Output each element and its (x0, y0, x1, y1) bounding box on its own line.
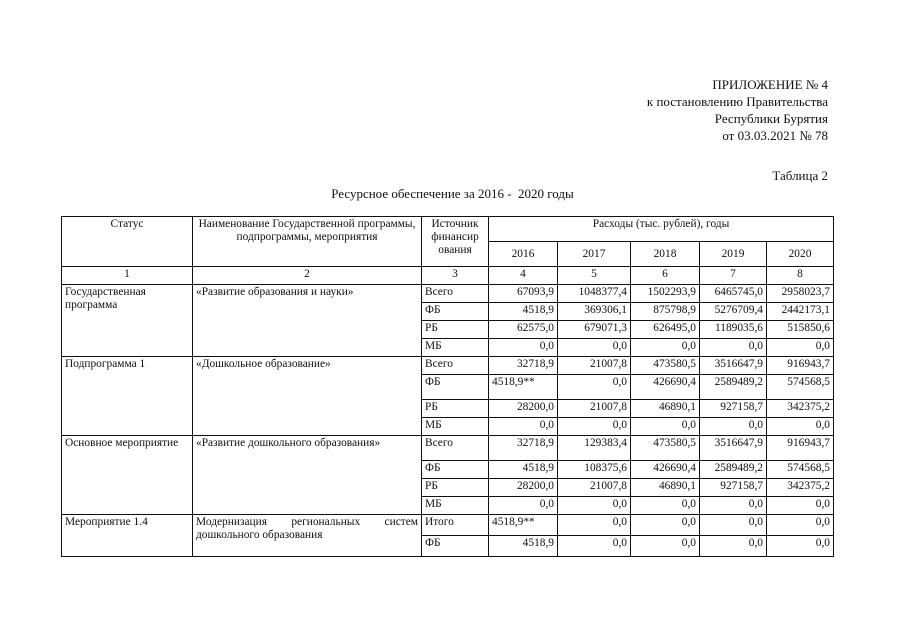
header-year: 2018 (631, 242, 700, 267)
value-cell: 28200,0 (489, 400, 558, 418)
value-cell: 0,0 (558, 497, 631, 515)
value-cell: 0,0 (767, 536, 834, 557)
source-cell: Всего (422, 357, 489, 375)
value-cell: 2589489,2 (700, 461, 767, 479)
value-cell: 916943,7 (767, 436, 834, 461)
value-cell: 515850,6 (767, 321, 834, 339)
value-cell: 0,0 (700, 339, 767, 357)
appendix-block (647, 76, 828, 144)
source-cell: Всего (422, 436, 489, 461)
value-cell: 0,0 (558, 515, 631, 536)
value-cell: 4518,9 (489, 461, 558, 479)
value-cell: 0,0 (700, 515, 767, 536)
value-cell: 875798,9 (631, 303, 700, 321)
source-cell: ФБ (422, 303, 489, 321)
value-cell: 2589489,2 (700, 375, 767, 400)
col-number: 2 (193, 267, 422, 285)
name-cell: «Развитие дошкольного образования» (193, 436, 422, 515)
header-year: 2019 (700, 242, 767, 267)
value-cell: 927158,7 (700, 479, 767, 497)
source-cell: МБ (422, 497, 489, 515)
col-number: 8 (767, 267, 834, 285)
appendix-line: от 03.03.2021 № 78 (722, 128, 828, 143)
source-cell: РБ (422, 400, 489, 418)
value-cell: 0,0 (558, 536, 631, 557)
value-cell: 679071,3 (558, 321, 631, 339)
value-cell: 6465745,0 (700, 285, 767, 303)
name-cell: «Дошкольное образование» (193, 357, 422, 436)
value-cell: 0,0 (700, 418, 767, 436)
value-cell: 0,0 (700, 497, 767, 515)
value-cell: 0,0 (631, 515, 700, 536)
value-cell: 32718,9 (489, 436, 558, 461)
source-cell: МБ (422, 418, 489, 436)
col-number: 1 (62, 267, 193, 285)
value-cell: 0,0 (700, 536, 767, 557)
value-cell: 0,0 (558, 339, 631, 357)
value-cell: 426690,4 (631, 461, 700, 479)
value-cell: 67093,9 (489, 285, 558, 303)
header-name: Наименование Государственной программы, подпрограммы, мероприятия (193, 217, 422, 267)
value-cell: 62575,0 (489, 321, 558, 339)
value-cell: 1189035,6 (700, 321, 767, 339)
value-cell: 2442173,1 (767, 303, 834, 321)
appendix-line: к постановлению Правительства (646, 94, 828, 109)
status-cell: Подпрограмма 1 (62, 357, 193, 436)
value-cell: 4518,9** (489, 515, 558, 536)
source-cell: ФБ (422, 536, 489, 557)
value-cell: 342375,2 (767, 479, 834, 497)
header-source: Источник финансир ования (422, 217, 489, 267)
header-status: Статус (62, 217, 193, 267)
value-cell: 3516647,9 (700, 436, 767, 461)
value-cell: 1502293,9 (631, 285, 700, 303)
name-cell: «Развитие образования и науки» (193, 285, 422, 357)
value-cell: 2958023,7 (767, 285, 834, 303)
value-cell: 21007,8 (558, 400, 631, 418)
value-cell: 0,0 (767, 339, 834, 357)
value-cell: 426690,4 (631, 375, 700, 400)
header-year: 2020 (767, 242, 834, 267)
value-cell: 4518,9 (489, 303, 558, 321)
header-year: 2017 (558, 242, 631, 267)
value-cell: 0,0 (767, 418, 834, 436)
value-cell: 21007,8 (558, 479, 631, 497)
value-cell: 0,0 (489, 418, 558, 436)
value-cell: 28200,0 (489, 479, 558, 497)
value-cell: 0,0 (631, 536, 700, 557)
value-cell: 4518,9 (489, 536, 558, 557)
source-cell: ФБ (422, 461, 489, 479)
col-number: 4 (489, 267, 558, 285)
table-number: Таблица 2 (772, 168, 828, 183)
value-cell: 473580,5 (631, 436, 700, 461)
value-cell: 108375,6 (558, 461, 631, 479)
value-cell: 916943,7 (767, 357, 834, 375)
col-number: 3 (422, 267, 489, 285)
value-cell: 0,0 (489, 339, 558, 357)
value-cell: 626495,0 (631, 321, 700, 339)
value-cell: 369306,1 (558, 303, 631, 321)
value-cell: 4518,9** (489, 375, 558, 400)
value-cell: 46890,1 (631, 400, 700, 418)
source-cell: Всего (422, 285, 489, 303)
value-cell: 0,0 (767, 515, 834, 536)
value-cell: 0,0 (631, 339, 700, 357)
appendix-line: Республики Бурятия (714, 111, 828, 126)
value-cell: 3516647,9 (700, 357, 767, 375)
value-cell: 129383,4 (558, 436, 631, 461)
name-cell: Модернизация региональных систем дошкольного образования (193, 515, 422, 557)
source-cell: РБ (422, 321, 489, 339)
value-cell: 574568,5 (767, 375, 834, 400)
value-cell: 46890,1 (631, 479, 700, 497)
header-expenses: Расходы (тыс. рублей), годы (489, 217, 834, 242)
status-cell: Мероприятие 1.4 (62, 515, 193, 557)
value-cell: 473580,5 (631, 357, 700, 375)
value-cell: 0,0 (489, 497, 558, 515)
status-cell: Основное мероприятие (62, 436, 193, 515)
document-title: Ресурсное обеспечение за 2016 - 2020 годы (331, 186, 574, 201)
col-number: 5 (558, 267, 631, 285)
table-row (62, 285, 834, 303)
appendix-line: ПРИЛОЖЕНИЕ № 4 (712, 77, 828, 92)
value-cell: 0,0 (631, 497, 700, 515)
value-cell: 21007,8 (558, 357, 631, 375)
col-number: 7 (700, 267, 767, 285)
resource-table (61, 216, 834, 557)
value-cell: 32718,9 (489, 357, 558, 375)
value-cell: 0,0 (558, 375, 631, 400)
status-cell: Государственная программа (62, 285, 193, 357)
value-cell: 0,0 (558, 418, 631, 436)
value-cell: 574568,5 (767, 461, 834, 479)
source-cell: Итого (422, 515, 489, 536)
value-cell: 1048377,4 (558, 285, 631, 303)
value-cell: 927158,7 (700, 400, 767, 418)
source-cell: РБ (422, 479, 489, 497)
value-cell: 0,0 (631, 418, 700, 436)
table-row (62, 436, 834, 461)
value-cell: 342375,2 (767, 400, 834, 418)
source-cell: МБ (422, 339, 489, 357)
value-cell: 5276709,4 (700, 303, 767, 321)
value-cell: 0,0 (767, 497, 834, 515)
table-row (62, 357, 834, 375)
source-cell: ФБ (422, 375, 489, 400)
header-year: 2016 (489, 242, 558, 267)
col-number: 6 (631, 267, 700, 285)
table-row (62, 515, 834, 536)
